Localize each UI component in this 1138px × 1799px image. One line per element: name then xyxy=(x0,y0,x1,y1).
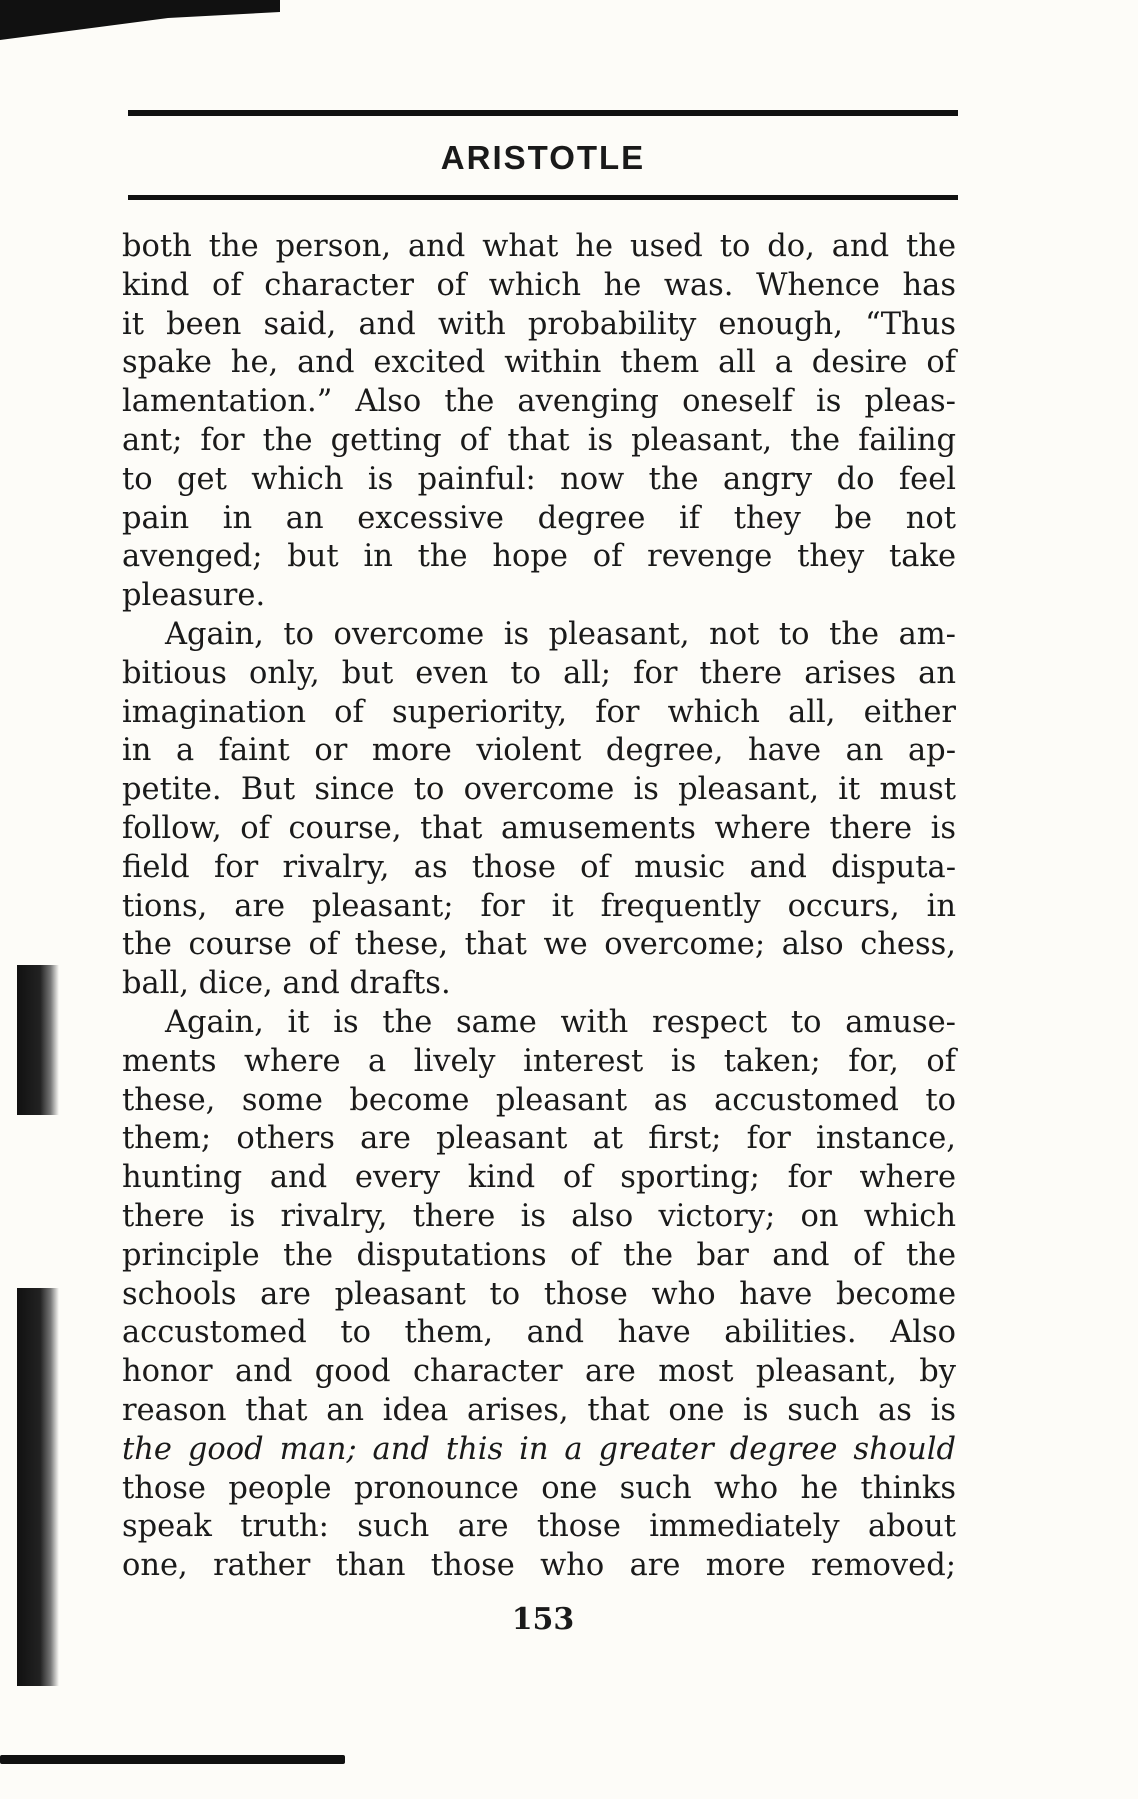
text-line: those people pronounce one such who he thinks xyxy=(122,1470,956,1506)
text-line: pleasure. xyxy=(122,578,266,614)
text-line: tions, are pleasant; for it frequently occurs, in xyxy=(122,888,956,924)
text-line: bitious only, but even to all; for there arises an xyxy=(122,655,956,691)
text-line: pain in an excessive degree if they be not xyxy=(122,500,956,536)
text-line: both the person, and what he used to do, and the xyxy=(122,229,956,264)
text-line: in a faint or more violent degree, have an ap- xyxy=(122,733,956,769)
header-rule-top xyxy=(128,110,958,116)
text-line: imagination of superiority, for which all, either xyxy=(122,694,956,730)
text-line: the course of these, that we overcome; also chess, xyxy=(122,927,956,963)
text-line: ments where a lively interest is taken; for, of xyxy=(122,1043,956,1079)
text-line: honor and good character are most pleasant, by xyxy=(122,1354,956,1390)
text-line: Again, to overcome is pleasant, not to the am- xyxy=(165,616,956,652)
text-line: Again, it is the same with respect to amuse- xyxy=(165,1004,956,1040)
text-line: field for rivalry, as those of music and disputa- xyxy=(122,849,956,885)
text-line: speak truth: such are those immediately about xyxy=(122,1509,956,1545)
text-line: hunting and every kind of sporting; for where xyxy=(122,1160,956,1196)
text-line: there is rivalry, there is also victory; on which xyxy=(122,1198,956,1234)
text-line: principle the disputations of the bar and of the xyxy=(122,1237,956,1273)
text-line: lamentation.” Also the avenging oneself is pleas- xyxy=(122,384,956,420)
scan-mark-bottom xyxy=(0,1755,345,1764)
text-line: accustomed to them, and have abilities. Also xyxy=(122,1315,956,1351)
body-text xyxy=(122,228,956,1586)
text-line: the good man; and this in a greater degree should xyxy=(122,1431,956,1467)
text-line: them; others are pleasant at first; for instance, xyxy=(122,1121,956,1157)
page-number: 153 xyxy=(511,1602,575,1637)
text-line: ball, dice, and drafts. xyxy=(122,966,451,1002)
text-line: kind of character of which he was. Whence has xyxy=(122,267,956,303)
text-line: ant; for the getting of that is pleasant, the failing xyxy=(122,422,956,458)
running-head: ARISTOTLE xyxy=(440,139,646,176)
text-line: one, rather than those who are more removed; xyxy=(122,1548,956,1584)
scan-mark-top xyxy=(0,0,280,40)
text-line: to get which is painful: now the angry do feel xyxy=(122,461,956,497)
text-line: it been said, and with probability enough, “Thus xyxy=(122,306,956,342)
scan-edge-shadow xyxy=(17,965,59,1115)
text-segment: petite. xyxy=(122,772,222,808)
text-line: schools are pleasant to those who have become xyxy=(122,1276,956,1312)
scan-edge-shadow xyxy=(17,1288,59,1686)
text-line: spake he, and excited within them all a desire of xyxy=(122,345,956,381)
text-line xyxy=(122,771,956,810)
text-line: follow, of course, that amusements where there is xyxy=(122,810,956,846)
text-line: avenged; but in the hope of revenge they take xyxy=(122,539,956,575)
text-segment: But since to overcome is pleasant, it must xyxy=(240,772,956,808)
text-line: these, some become pleasant as accustomed to xyxy=(122,1082,956,1118)
text-line: reason that an idea arises, that one is such as is xyxy=(122,1392,956,1428)
header-rule-bottom xyxy=(128,195,958,200)
